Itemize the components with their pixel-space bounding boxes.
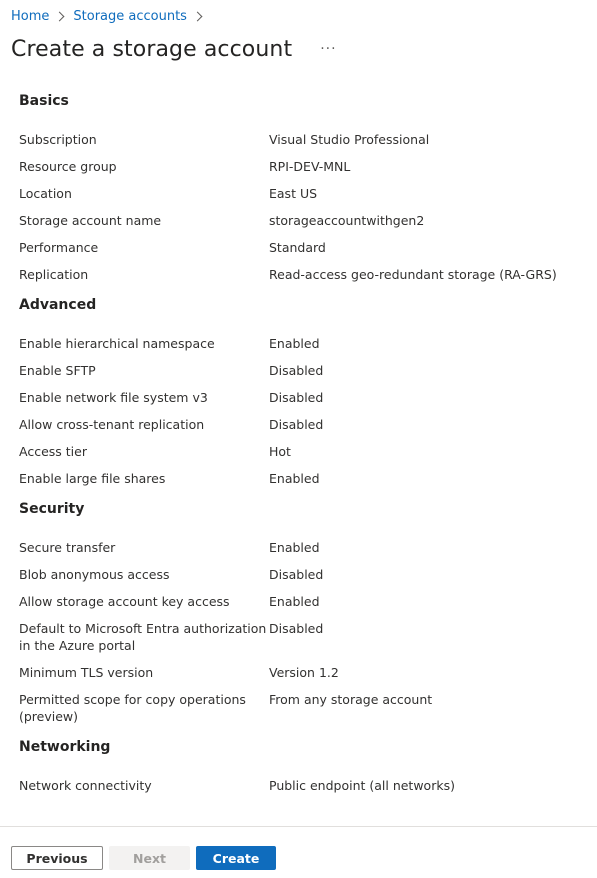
section-advanced — [19, 296, 579, 487]
breadcrumb-storage-accounts-link[interactable]: Storage accounts — [73, 8, 187, 24]
row-label: Minimum TLS version — [19, 665, 154, 680]
row-label: Default to Microsoft Entra authorization in the Azure portal — [19, 621, 267, 653]
section-title: Security — [19, 501, 85, 517]
summary-row — [19, 335, 579, 352]
row-value: Disabled — [269, 363, 324, 378]
title-row — [11, 33, 341, 65]
summary-row — [19, 470, 579, 487]
row-label: Enable network file system v3 — [19, 390, 208, 405]
chevron-right-icon — [55, 11, 65, 21]
row-label: Storage account name — [19, 213, 162, 228]
summary-row — [19, 593, 579, 610]
row-value: From any storage account — [269, 692, 433, 707]
row-label: Resource group — [19, 159, 117, 174]
next-button[interactable]: Next — [109, 846, 190, 870]
row-label: Enable large file shares — [19, 471, 166, 486]
summary-row — [19, 620, 579, 654]
row-label: Subscription — [19, 132, 97, 147]
section-networking — [19, 738, 579, 794]
row-label: Secure transfer — [19, 540, 116, 555]
breadcrumb-home-link[interactable]: Home — [11, 8, 50, 24]
row-value: Enabled — [269, 594, 320, 609]
row-value: Standard — [269, 240, 326, 255]
summary-row — [19, 416, 579, 433]
row-label: Blob anonymous access — [19, 567, 170, 582]
row-value: Version 1.2 — [269, 665, 339, 680]
summary-row — [19, 443, 579, 460]
summary-row — [19, 362, 579, 379]
summary-row — [19, 239, 579, 256]
row-label: Access tier — [19, 444, 87, 459]
row-value: Enabled — [269, 336, 320, 351]
summary-row — [19, 389, 579, 406]
summary-row — [19, 777, 579, 794]
row-label: Network connectivity — [19, 778, 152, 793]
row-value: Enabled — [269, 471, 320, 486]
summary-row — [19, 566, 579, 583]
more-options-icon[interactable]: ··· — [320, 41, 337, 57]
row-label: Replication — [19, 267, 89, 282]
row-value: East US — [269, 186, 318, 201]
summary-row — [19, 158, 579, 175]
summary-row — [19, 691, 579, 725]
footer-divider — [0, 826, 597, 827]
row-value: Read-access geo-redundant storage (RA-GRS) — [269, 267, 557, 282]
row-value: Disabled — [269, 417, 324, 432]
summary-row — [19, 664, 579, 681]
row-value: Hot — [269, 444, 291, 459]
summary-row — [19, 212, 579, 229]
row-value: Disabled — [269, 621, 324, 636]
review-summary — [19, 92, 579, 804]
summary-row — [19, 185, 579, 202]
row-value: Disabled — [269, 390, 324, 405]
row-value: Disabled — [269, 567, 324, 582]
summary-row — [19, 131, 579, 148]
row-label: Enable SFTP — [19, 363, 96, 378]
section-title: Basics — [19, 93, 69, 109]
section-title: Advanced — [19, 297, 97, 313]
section-security — [19, 500, 579, 725]
row-label: Performance — [19, 240, 99, 255]
row-label: Allow cross-tenant replication — [19, 417, 205, 432]
previous-button[interactable]: Previous — [11, 846, 103, 870]
row-label: Permitted scope for copy operations (preview) — [19, 692, 246, 724]
chevron-right-icon — [193, 11, 203, 21]
summary-row — [19, 539, 579, 556]
section-basics — [19, 92, 579, 283]
row-label: Enable hierarchical namespace — [19, 336, 215, 351]
row-value: Public endpoint (all networks) — [269, 778, 455, 793]
section-title: Networking — [19, 739, 111, 755]
create-button[interactable]: Create — [196, 846, 276, 870]
row-label: Allow storage account key access — [19, 594, 230, 609]
row-value: Visual Studio Professional — [269, 132, 430, 147]
page-title: Create a storage account — [11, 36, 293, 62]
summary-row — [19, 266, 579, 283]
row-value: storageaccountwithgen2 — [269, 213, 425, 228]
row-value: RPI-DEV-MNL — [269, 159, 351, 174]
wizard-footer — [11, 846, 276, 870]
row-value: Enabled — [269, 540, 320, 555]
breadcrumb — [11, 7, 211, 25]
row-label: Location — [19, 186, 72, 201]
